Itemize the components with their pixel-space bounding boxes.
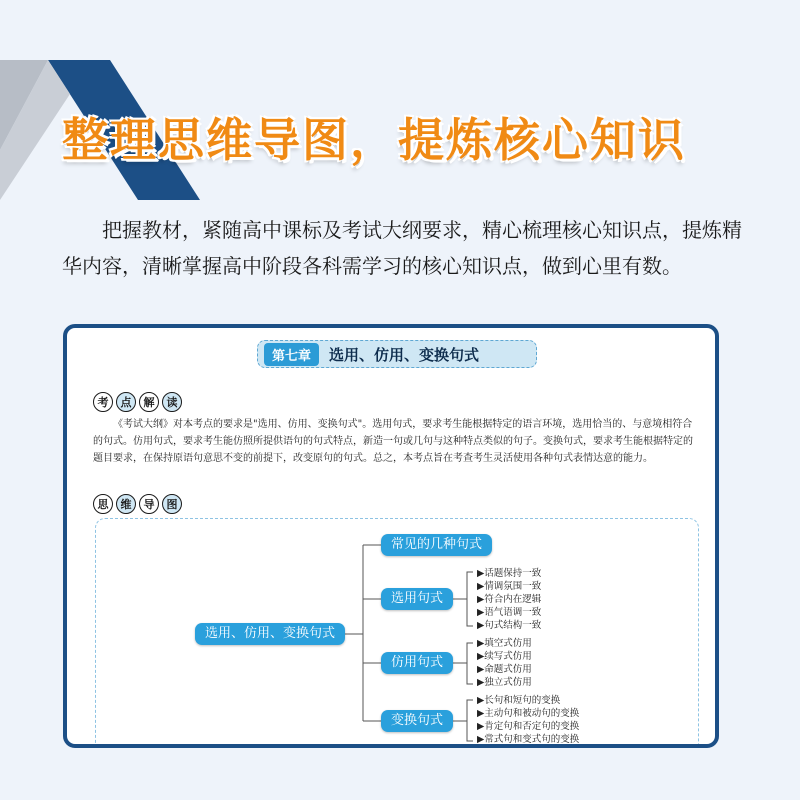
mindmap-branch-imitate: 仿用句式: [381, 652, 453, 674]
imitate-leaf-list: [477, 637, 532, 689]
transform-leaf-list: [477, 694, 579, 746]
mindmap-branch-common-sentences: 常见的几种句式: [381, 534, 492, 556]
book-page-card: [63, 324, 719, 748]
chapter-title: 选用、仿用、变换句式: [329, 345, 480, 364]
list-item: ▶话题保持一致: [477, 568, 542, 579]
heading-char: 思: [93, 494, 113, 514]
list-item: ▶常式句和变式句的变换: [477, 734, 580, 745]
list-item: ▶命题式仿用: [477, 664, 532, 675]
select-leaf-list: [477, 567, 541, 632]
list-item: ▶长句和短句的变换: [477, 695, 561, 706]
list-item: ▶续写式仿用: [477, 651, 532, 662]
headline: 整理思维导图，提炼核心知识: [62, 113, 686, 167]
heading-char: 图: [162, 494, 182, 514]
heading-char: 考: [93, 392, 113, 412]
heading-char: 读: [162, 392, 182, 412]
list-item: ▶肯定句和否定句的变换: [477, 721, 580, 732]
heading-char: 点: [116, 392, 136, 412]
heading-char: 解: [139, 392, 159, 412]
list-item: ▶句式结构一致: [477, 620, 542, 631]
list-item: ▶填空式仿用: [477, 638, 532, 649]
heading-char: 维: [116, 494, 136, 514]
heading-char: 导: [139, 494, 159, 514]
list-item: ▶主动句和被动句的变换: [477, 708, 580, 719]
intro-paragraph: 把握教材，紧随高中课标及考试大纲要求，精心梳理核心知识点，提炼精华内容，清晰掌握高中阶段各科需学习的核心知识点，做到心里有数。: [62, 218, 742, 278]
list-item: ▶语气语调一致: [477, 607, 542, 618]
list-item: ▶情调氛围一致: [477, 581, 542, 592]
chapter-tag: 第七章: [264, 343, 319, 366]
mindmap-branch-transform: 变换句式: [381, 710, 453, 732]
list-item: ▶符合内在逻辑: [477, 594, 542, 605]
mindmap-root-node: 选用、仿用、变换句式: [195, 623, 345, 645]
mindmap-branch-select: 选用句式: [381, 588, 453, 610]
exam-point-paragraph: 《考试大纲》对本考点的要求是"选用、仿用、变换句式"。选用句式，要求考生能根据特定的语言环境，选用恰当的、与意境相符合的句式。仿用句式，要求考生能仿照所提供语句的句式特点，新造一句或几句与这种特点类似的句子。变换句式，要求考生能根据特定的题目要求，在保持原语句意思不变的前提下，改变原句的句式。总之，本考点旨在考查考生灵活使用各种句式表情达意的能力。: [93, 419, 693, 464]
list-item: ▶独立式仿用: [477, 677, 532, 688]
